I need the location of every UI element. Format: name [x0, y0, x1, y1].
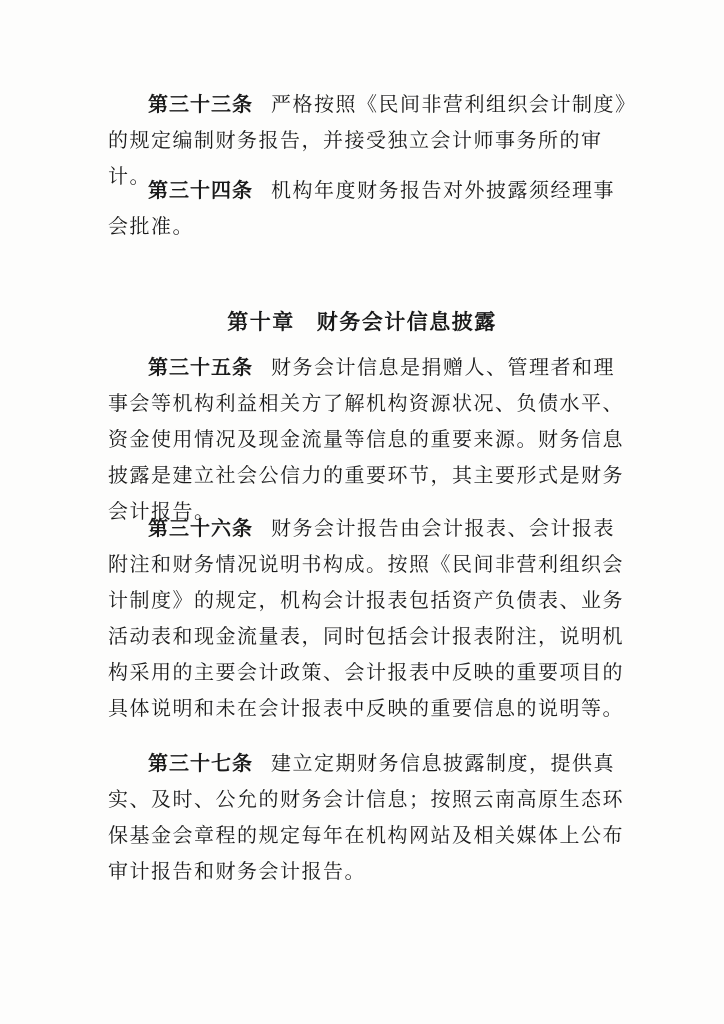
chapter-heading: [0, 306, 724, 338]
article-number: 第三十五条: [148, 355, 253, 379]
article-text: 财务会计信息是捐赠人、管理者和理事会等机构利益相关方了解机构资源状况、负债水平、资金使用情况及现金流量等信息的重要来源。财务信息披露是建立社会公信力的重要环节，其主要形式是财务会计报告。: [108, 355, 624, 523]
article-number: 第三十七条: [148, 751, 253, 775]
article-text: 建立定期财务信息披露制度，提供真实、及时、公允的财务会计信息；按照云南高原生态环保基金会章程的规定每年在机构网站及相关媒体上公布审计报告和财务会计报告。: [108, 751, 624, 883]
article-34: [108, 172, 628, 244]
article-35: [108, 349, 628, 529]
article-number: 第三十三条: [148, 92, 253, 116]
article-36: [108, 510, 628, 726]
chapter-title: 财务会计信息披露: [316, 310, 497, 334]
article-number: 第三十六条: [148, 516, 253, 540]
article-37: [108, 745, 628, 889]
article-text: 财务会计报告由会计报表、会计报表附注和财务情况说明书构成。按照《民间非营利组织会计制度》的规定，机构会计报表包括资产负债表、业务活动表和现金流量表，同时包括会计报表附注，说明机构采用的主要会计政策、会计报表中反映的重要项目的具体说明和未在会计报表中反映的重要信息的说明等。: [108, 516, 624, 720]
chapter-number: 第十章: [227, 310, 295, 334]
article-number: 第三十四条: [148, 178, 253, 202]
article-text: 严格按照《民间非营利组织会计制度》的规定编制财务报告，并接受独立会计师事务所的审计。: [108, 92, 627, 188]
article-text: 机构年度财务报告对外披露须经理事会批准。: [108, 178, 615, 238]
